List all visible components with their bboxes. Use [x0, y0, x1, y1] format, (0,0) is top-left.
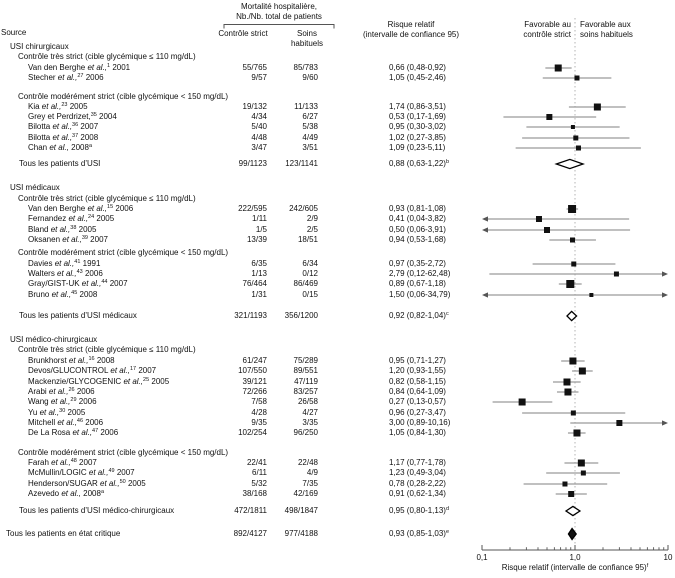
rr-value: 2,79 (0,12-62,48) — [389, 269, 451, 278]
rr-value: 0,95 (0,30-3,02) — [389, 122, 446, 131]
row-subsection — [0, 194, 675, 204]
usual-care-count: 242/605 — [289, 204, 318, 213]
row-label: Contrôle très strict (cible glycémique ≤ 110 mg/dL) — [18, 194, 196, 203]
row-study — [0, 225, 675, 235]
rr-value: 1,23 (0,49-3,04) — [389, 468, 446, 477]
row-study — [0, 366, 675, 376]
rr-value: 0,96 (0,27-3,47) — [389, 408, 446, 417]
row-label: Tous les patients en état critique — [6, 529, 121, 538]
usual-care-count: 11/133 — [294, 102, 318, 111]
usual-care-count: 9/60 — [302, 73, 318, 82]
row-study — [0, 397, 675, 407]
row-study — [0, 73, 675, 83]
favors-usual-label-line1: Favorable aux — [580, 20, 631, 29]
study-label: Gray/GIST-UK et al.,$^{44}$ 2007 — [28, 279, 128, 288]
study-label: Van den Berghe et al.,$^{15}$ 2006 — [28, 204, 134, 213]
rr-value: 0,27 (0,13-0,57) — [389, 397, 446, 406]
rr-value: 0,82 (0,58-1,15) — [389, 377, 446, 386]
rr-value: 0,91 (0,62-1,34) — [389, 489, 446, 498]
control-count: 9/57 — [251, 73, 267, 82]
favors-control-label-line2: contrôle strict — [523, 30, 571, 39]
study-label: Chan et al., 2008$^a$ — [28, 143, 93, 152]
usual-care-count: 2/9 — [306, 214, 318, 223]
row-study — [0, 290, 675, 300]
rr-value: 0,53 (0,17-1,69) — [389, 112, 446, 121]
control-count: 321/1193 — [234, 311, 267, 320]
row-study — [0, 143, 675, 153]
control-count: 5/40 — [251, 122, 267, 131]
usual-care-column-header-line1: Soins — [296, 29, 318, 38]
study-label: Fernandez et al.,$^{24}$ 2005 — [28, 214, 115, 223]
usual-care-count: 4/49 — [302, 133, 318, 142]
usual-care-count: 0/12 — [302, 269, 318, 278]
usual-care-count: 89/551 — [293, 366, 318, 375]
usual-care-count: 123/1141 — [285, 159, 318, 168]
row-study — [0, 387, 675, 397]
rr-value: 3,00 (0,89-10,16) — [389, 418, 451, 427]
row-study — [0, 235, 675, 245]
axis-tick-label-max: 10 — [663, 553, 673, 562]
axis-tick-label-center: 1,0 — [569, 553, 581, 562]
control-count: 5/32 — [251, 479, 267, 488]
row-subsection — [0, 52, 675, 62]
row-study — [0, 489, 675, 499]
source-column-header: Source — [1, 28, 27, 37]
usual-care-count: 0/15 — [302, 290, 318, 299]
row-study — [0, 356, 675, 366]
favors-control-label-line1: Favorable au — [524, 20, 571, 29]
control-count: 3/47 — [251, 143, 267, 152]
control-count: 99/1123 — [238, 159, 267, 168]
usual-care-count: 26/58 — [297, 397, 318, 406]
row-study — [0, 377, 675, 387]
row-study — [0, 269, 675, 279]
usual-care-count: 2/5 — [306, 225, 318, 234]
row-study — [0, 479, 675, 489]
control-count: 892/4127 — [233, 529, 267, 538]
rr-value: 0,89 (0,67-1,18) — [389, 279, 446, 288]
rr-column-header-line2: (intervalle de confiance 95) — [362, 30, 460, 39]
rr-value: 0,84 (0,64-1,09) — [389, 387, 446, 396]
row-study — [0, 408, 675, 418]
usual-care-count: 4/9 — [306, 468, 318, 477]
usual-care-count: 356/1200 — [284, 311, 318, 320]
control-count: 6/35 — [251, 259, 267, 268]
control-count: 55/765 — [242, 63, 267, 72]
favors-usual-label-line2: soins habituels — [580, 30, 633, 39]
column-group-title-line2: Nb./Nb. total de patients — [236, 12, 322, 21]
row-subtotal — [0, 311, 675, 321]
control-count: 4/48 — [251, 133, 267, 142]
control-count: 19/132 — [242, 102, 267, 111]
rr-value: 0,66 (0,48-0,92) — [389, 63, 446, 72]
row-label: Tous les patients d’USI — [19, 159, 101, 168]
row-study — [0, 428, 675, 438]
study-label: Davies et al.,$^{41}$ 1991 — [28, 259, 101, 268]
column-group-title-line1: Mortalité hospitalière, — [240, 2, 318, 11]
row-label: Tous les patients d’USI médicaux — [19, 311, 137, 320]
row-subsection — [0, 92, 675, 102]
control-count: 13/39 — [246, 235, 267, 244]
study-label: Mitchell et al.,$^{46}$ 2006 — [28, 418, 104, 427]
row-study — [0, 63, 675, 73]
usual-care-count: 96/250 — [293, 428, 318, 437]
rr-value: 0,41 (0,04-3,82) — [389, 214, 446, 223]
row-subtotal — [0, 506, 675, 516]
study-label: Grey et Perdrizet,$^{35}$ 2004 — [28, 112, 117, 121]
rr-value: 0,88 $(0,63-1,22)^b$ — [389, 159, 449, 168]
study-label: Brunkhorst et al.,$^{16}$ 2008 — [28, 356, 115, 365]
study-label: Azevedo et al., 2008$^a$ — [28, 489, 105, 498]
study-label: Bilotta et al.,$^{36}$ 2007 — [28, 122, 99, 131]
usual-care-count: 75/289 — [293, 356, 318, 365]
row-study — [0, 133, 675, 143]
study-label: Mackenzie/GLYCOGENIC et al.,$^{25}$ 2005 — [28, 377, 170, 386]
row-label: Contrôle modérément strict (cible glycémique < 150 mg/dL) — [18, 248, 229, 257]
axis-title-footnote-mark: f — [646, 563, 649, 569]
study-label: Oksanen et al.,$^{39}$ 2007 — [28, 235, 108, 244]
axis-title-text: Risque relatif (intervalle de confiance 95) — [501, 563, 647, 572]
study-label: McMullin/LOGIC et al.,$^{49}$ 2007 — [28, 468, 135, 477]
rr-value: 1,17 (0,77-1,78) — [389, 458, 446, 467]
control-count: 4/28 — [251, 408, 267, 417]
control-count: 72/266 — [242, 387, 267, 396]
usual-care-count: 18/51 — [297, 235, 318, 244]
row-label: Contrôle très strict (cible glycémique ≤ 110 mg/dL) — [18, 52, 196, 61]
control-count: 7/58 — [251, 397, 267, 406]
control-count: 9/35 — [251, 418, 267, 427]
study-label: De La Rosa et al.,$^{47}$ 2006 — [28, 428, 119, 437]
control-count: 6/11 — [252, 468, 267, 477]
row-study — [0, 122, 675, 132]
rr-value: 0,95 $(0,80-1,13)^d$ — [389, 506, 449, 515]
study-label: Bruno et al.,$^{45}$ 2008 — [28, 290, 98, 299]
study-label: Yu et al.,$^{30}$ 2005 — [28, 408, 86, 417]
rr-value: 0,94 (0,53-1,68) — [389, 235, 446, 244]
control-count: 22/41 — [246, 458, 267, 467]
rr-value: 1,50 (0,06-34,79) — [389, 290, 451, 299]
control-count: 1/5 — [255, 225, 267, 234]
rr-column-header-line1: Risque relatif — [387, 20, 435, 29]
usual-care-count: 42/169 — [293, 489, 318, 498]
usual-care-count: 83/257 — [293, 387, 318, 396]
control-count: 1/13 — [251, 269, 267, 278]
usual-care-count: 6/34 — [302, 259, 318, 268]
row-study — [0, 102, 675, 112]
control-count: 38/168 — [242, 489, 267, 498]
usual-care-column-header-line2: habituels — [290, 39, 324, 48]
study-label: Wang et al.,$^{29}$ 2006 — [28, 397, 97, 406]
rr-value: 1,09 (0,23-5,11) — [389, 143, 446, 152]
usual-care-count: 977/4188 — [284, 529, 318, 538]
study-label: Farah et al.,$^{48}$ 2007 — [28, 458, 97, 467]
row-study — [0, 279, 675, 289]
rr-value: 0,78 (0,28-2,22) — [389, 479, 446, 488]
row-study — [0, 468, 675, 478]
row-label: USI chirurgicaux — [10, 42, 69, 51]
study-label: Bland et al.,$^{38}$ 2005 — [28, 225, 97, 234]
usual-care-count: 47/119 — [294, 377, 318, 386]
rr-value: 1,74 (0,86-3,51) — [389, 102, 446, 111]
control-count: 61/247 — [242, 356, 267, 365]
usual-care-count: 3/51 — [302, 143, 318, 152]
rr-value: 0,50 (0,06-3,91) — [389, 225, 446, 234]
rr-value: 1,05 (0,84-1,30) — [389, 428, 446, 437]
usual-care-count: 3/35 — [302, 418, 318, 427]
row-subtotal — [0, 159, 675, 169]
row-study — [0, 112, 675, 122]
row-study — [0, 214, 675, 224]
axis-tick-label-min: 0,1 — [476, 553, 488, 562]
usual-care-count: 498/1847 — [284, 506, 318, 515]
row-label: Contrôle modérément strict (cible glycémique < 150 mg/dL) — [18, 448, 229, 457]
usual-care-count: 22/48 — [297, 458, 318, 467]
column-group-bracket — [224, 25, 334, 29]
rr-value: 0,93 $(0,85-1,03)^e$ — [389, 529, 449, 538]
study-label: Arabi et al.,$^{26}$ 2006 — [28, 387, 95, 396]
study-label: Kia et al.,$^{23}$ 2005 — [28, 102, 88, 111]
row-section — [0, 42, 675, 52]
row-study — [0, 418, 675, 428]
row-label: Contrôle très strict (cible glycémique ≤ 110 mg/dL) — [18, 345, 196, 354]
row-study — [0, 204, 675, 214]
usual-care-count: 6/27 — [302, 112, 318, 121]
row-label: USI médico-chirurgicaux — [10, 335, 98, 344]
row-label: Contrôle modérément strict (cible glycémique < 150 mg/dL) — [18, 92, 229, 101]
control-count: 222/595 — [238, 204, 267, 213]
rr-value: 0,92 $(0,82-1,04)^c$ — [389, 311, 449, 320]
usual-care-count: 86/469 — [293, 279, 318, 288]
study-label: Devos/GLUCONTROL et al.,$^{17}$ 2007 — [28, 366, 157, 375]
study-label: Henderson/SUGAR et al.,$^{50}$ 2005 — [28, 479, 146, 488]
row-section — [0, 335, 675, 345]
row-subsection — [0, 248, 675, 258]
rr-value: 1,02 (0,27-3,85) — [389, 133, 446, 142]
row-total — [0, 529, 675, 539]
rr-value: 1,20 (0,93-1,55) — [389, 366, 446, 375]
control-count: 1/11 — [252, 214, 267, 223]
row-label: USI médicaux — [10, 183, 60, 192]
row-label: Tous les patients d’USI médico-chirurgicaux — [19, 506, 175, 515]
rr-value: 1,05 (0,45-2,46) — [389, 73, 446, 82]
row-study — [0, 458, 675, 468]
usual-care-count: 4/27 — [302, 408, 318, 417]
usual-care-count: 85/783 — [293, 63, 318, 72]
rr-value: 0,93 (0,81-1,08) — [389, 204, 446, 213]
row-section — [0, 183, 675, 193]
study-label: Bilotta et al.,$^{37}$ 2008 — [28, 133, 99, 142]
usual-care-count: 5/38 — [302, 122, 318, 131]
control-count: 76/464 — [242, 279, 267, 288]
control-count: 4/34 — [251, 112, 267, 121]
rr-value: 0,97 (0,35-2,72) — [389, 259, 446, 268]
control-count: 102/254 — [238, 428, 267, 437]
study-label: Walters et al.,$^{43}$ 2006 — [28, 269, 103, 278]
row-study — [0, 259, 675, 269]
usual-care-count: 7/35 — [302, 479, 318, 488]
row-subsection — [0, 448, 675, 458]
study-label: Van den Berghe et al.,$^1$ 2001 — [28, 63, 131, 72]
control-count: 1/31 — [251, 290, 267, 299]
control-count: 472/1811 — [234, 506, 267, 515]
control-column-header: Contrôle strict — [218, 29, 268, 38]
control-count: 107/550 — [238, 366, 267, 375]
rr-value: 0,95 (0,71-1,27) — [389, 356, 446, 365]
control-count: 39/121 — [242, 377, 267, 386]
axis-title — [502, 563, 649, 572]
study-label: Stecher et al.,$^{27}$ 2006 — [28, 73, 104, 82]
row-subsection — [0, 345, 675, 355]
